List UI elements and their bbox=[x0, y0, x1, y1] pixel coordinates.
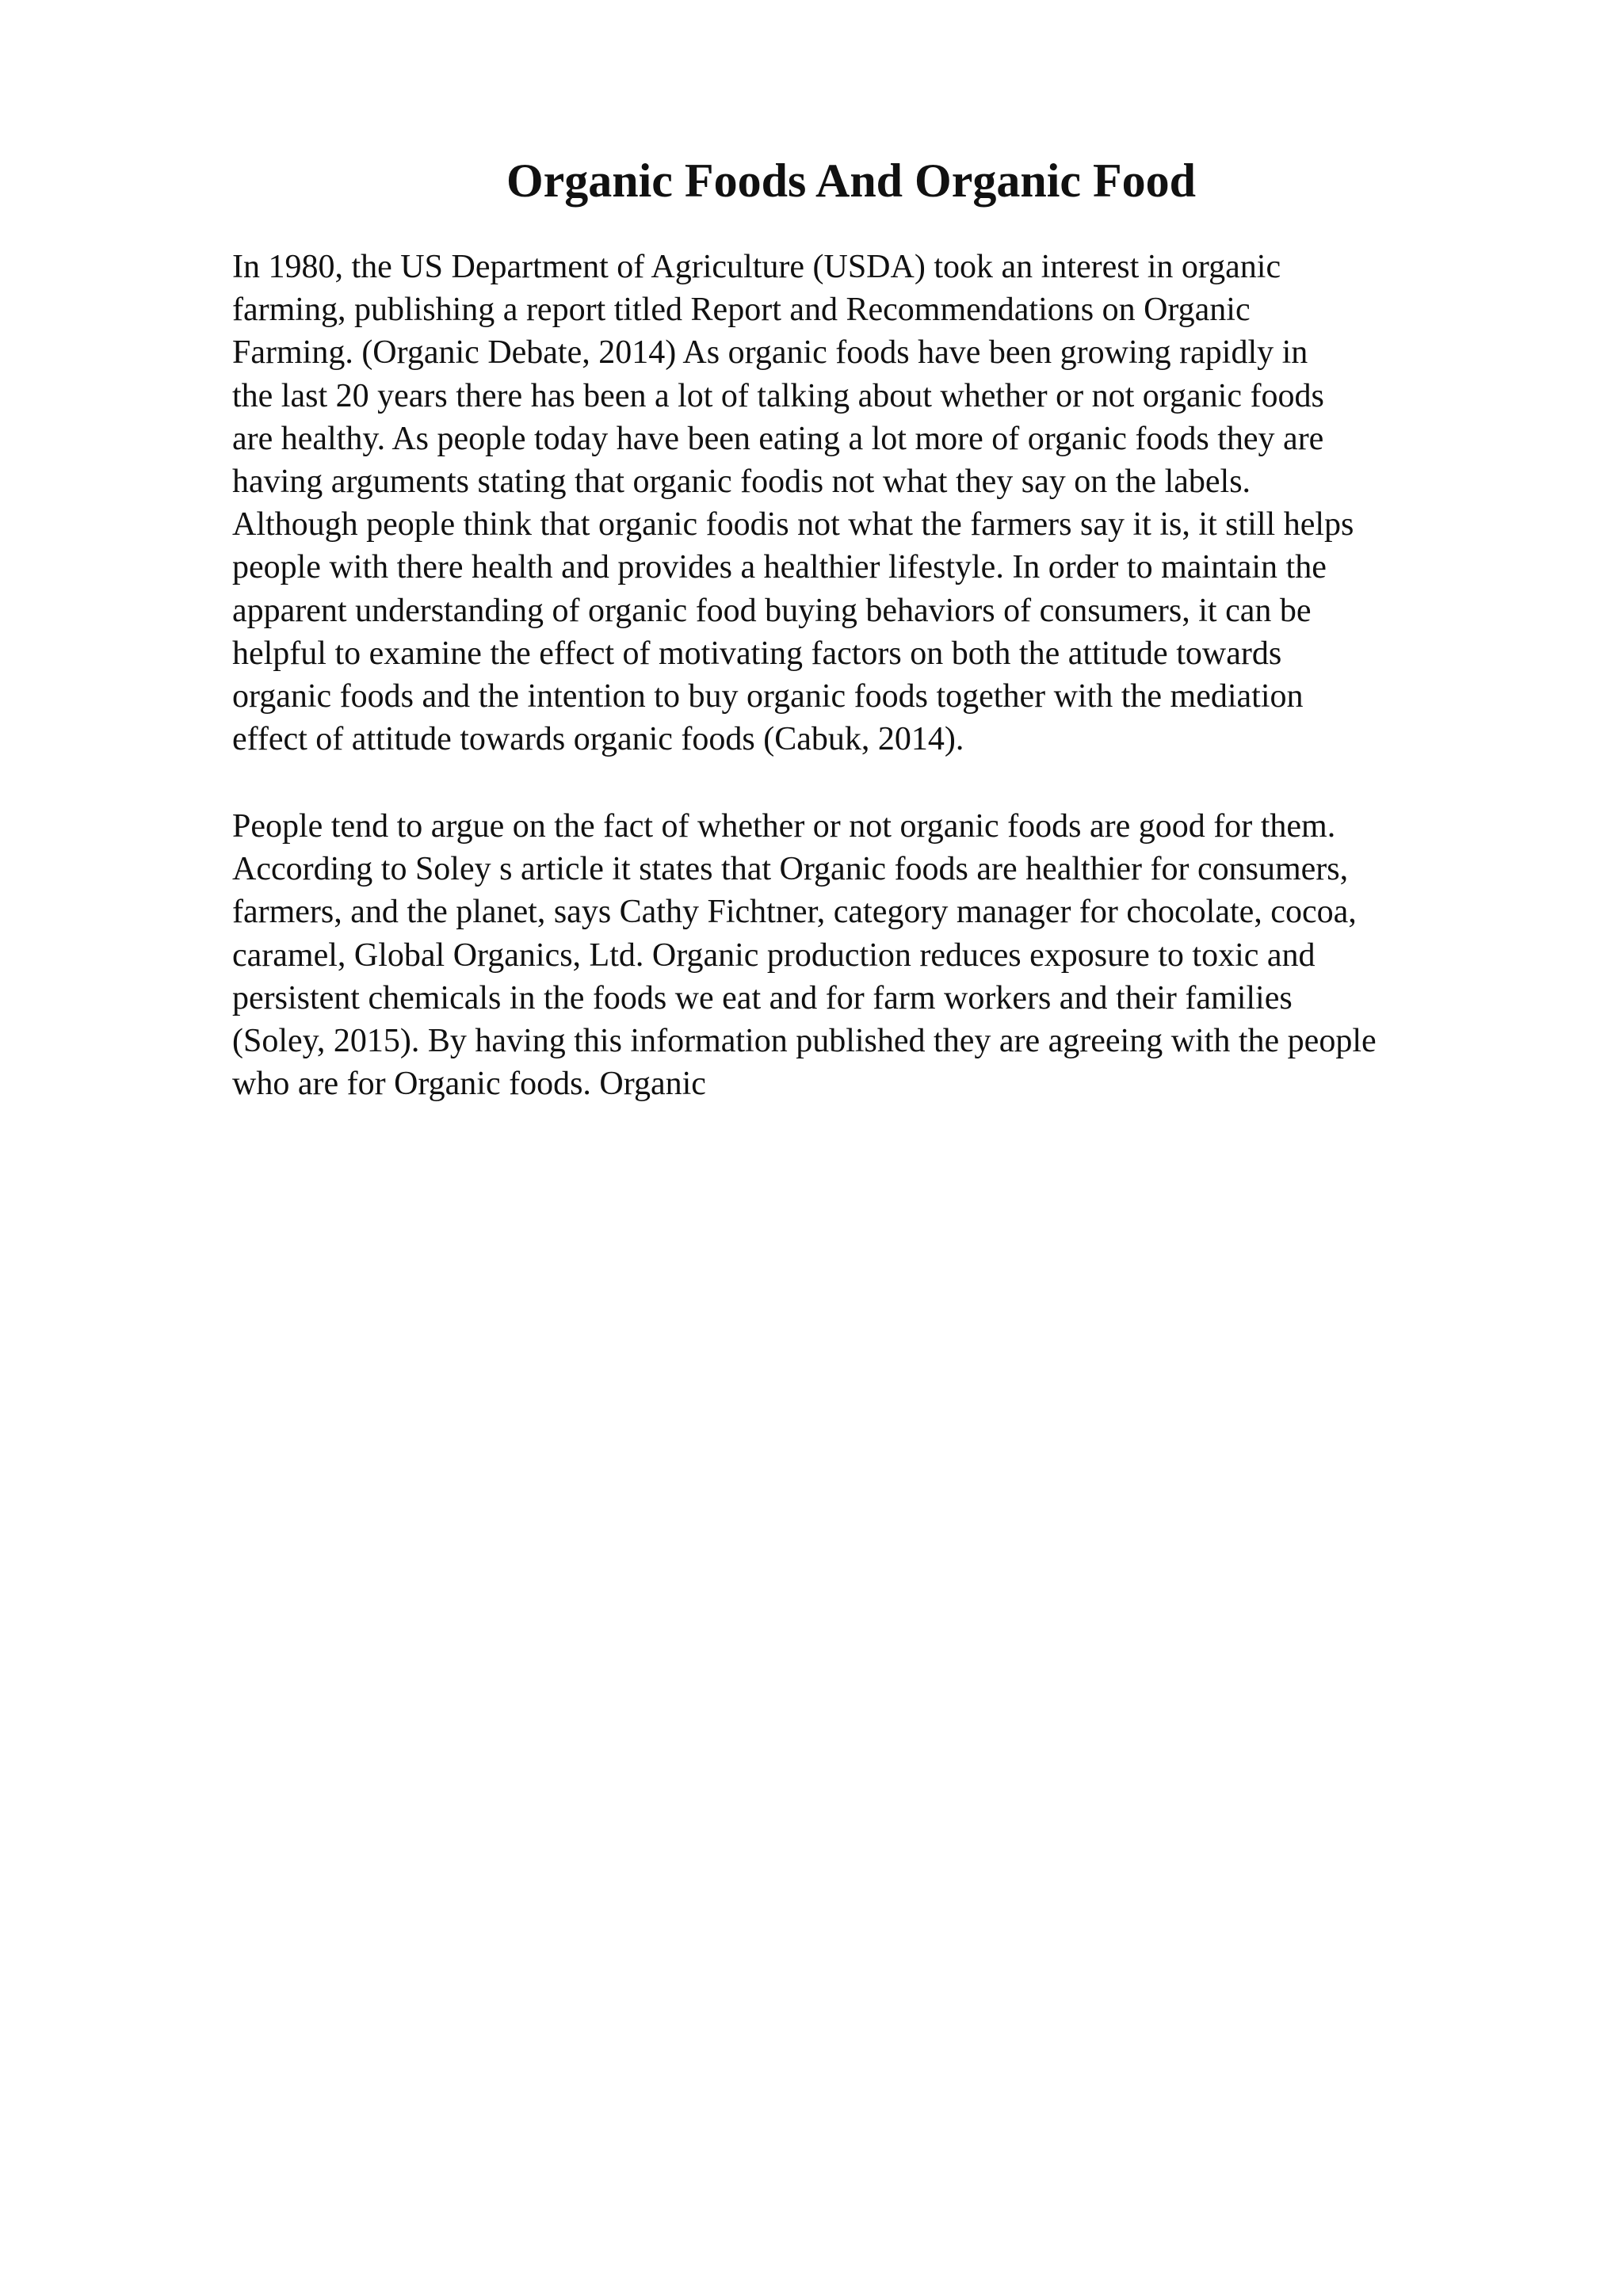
paragraph-line: People tend to argue on the fact of whether or not organic foods are good for them. bbox=[232, 808, 1336, 845]
paragraph-line: In 1980, the US Department of Agriculture (USDA) took an interest in organic bbox=[232, 249, 1281, 285]
paragraph-line: apparent understanding of organic food buying behaviors of consumers, it can be bbox=[232, 592, 1312, 629]
paragraph-2 bbox=[232, 805, 1619, 1105]
paragraph-line: According to Soley s article it states that Organic foods are healthier for consumers, bbox=[232, 851, 1349, 888]
paragraph-line: farming, publishing a report titled Report and Recommendations on Organic bbox=[232, 292, 1251, 329]
paragraph-line: having arguments stating that organic foodis not what they say on the labels. bbox=[232, 463, 1251, 501]
paragraph-line: Although people think that organic foodis not what the farmers say it is, it still helps bbox=[232, 506, 1354, 543]
paragraph-line: organic foods and the intention to buy organic foods together with the mediation bbox=[232, 678, 1304, 715]
paragraph-line: are healthy. As people today have been eating a lot more of organic foods they are bbox=[232, 420, 1324, 457]
paragraph-line: the last 20 years there has been a lot of talking about whether or not organic foods bbox=[232, 377, 1324, 414]
paragraph-line: helpful to examine the effect of motivating factors on both the attitude towards bbox=[232, 635, 1282, 672]
paragraph-1 bbox=[232, 246, 1619, 761]
paragraph-line: farmers, and the planet, says Cathy Fichtner, category manager for chocolate, cocoa, bbox=[232, 894, 1357, 931]
paragraph-line: who are for Organic foods. Organic bbox=[232, 1066, 706, 1103]
paragraph-line: people with there health and provides a healthier lifestyle. In order to maintain the bbox=[232, 549, 1327, 586]
paragraph-line: (Soley, 2015). By having this information published they are agreeing with the people bbox=[232, 1023, 1377, 1060]
paragraph-line: caramel, Global Organics, Ltd. Organic production reduces exposure to toxic and bbox=[232, 936, 1316, 974]
paragraph-line: persistent chemicals in the foods we eat and for farm workers and their families bbox=[232, 979, 1293, 1016]
document-title: Organic Foods And Organic Food bbox=[506, 154, 1197, 207]
paragraph-line: Farming. (Organic Debate, 2014) As organic foods have been growing rapidly in bbox=[232, 334, 1308, 372]
paragraph-line: effect of attitude towards organic foods (Cabuk, 2014). bbox=[232, 721, 964, 758]
